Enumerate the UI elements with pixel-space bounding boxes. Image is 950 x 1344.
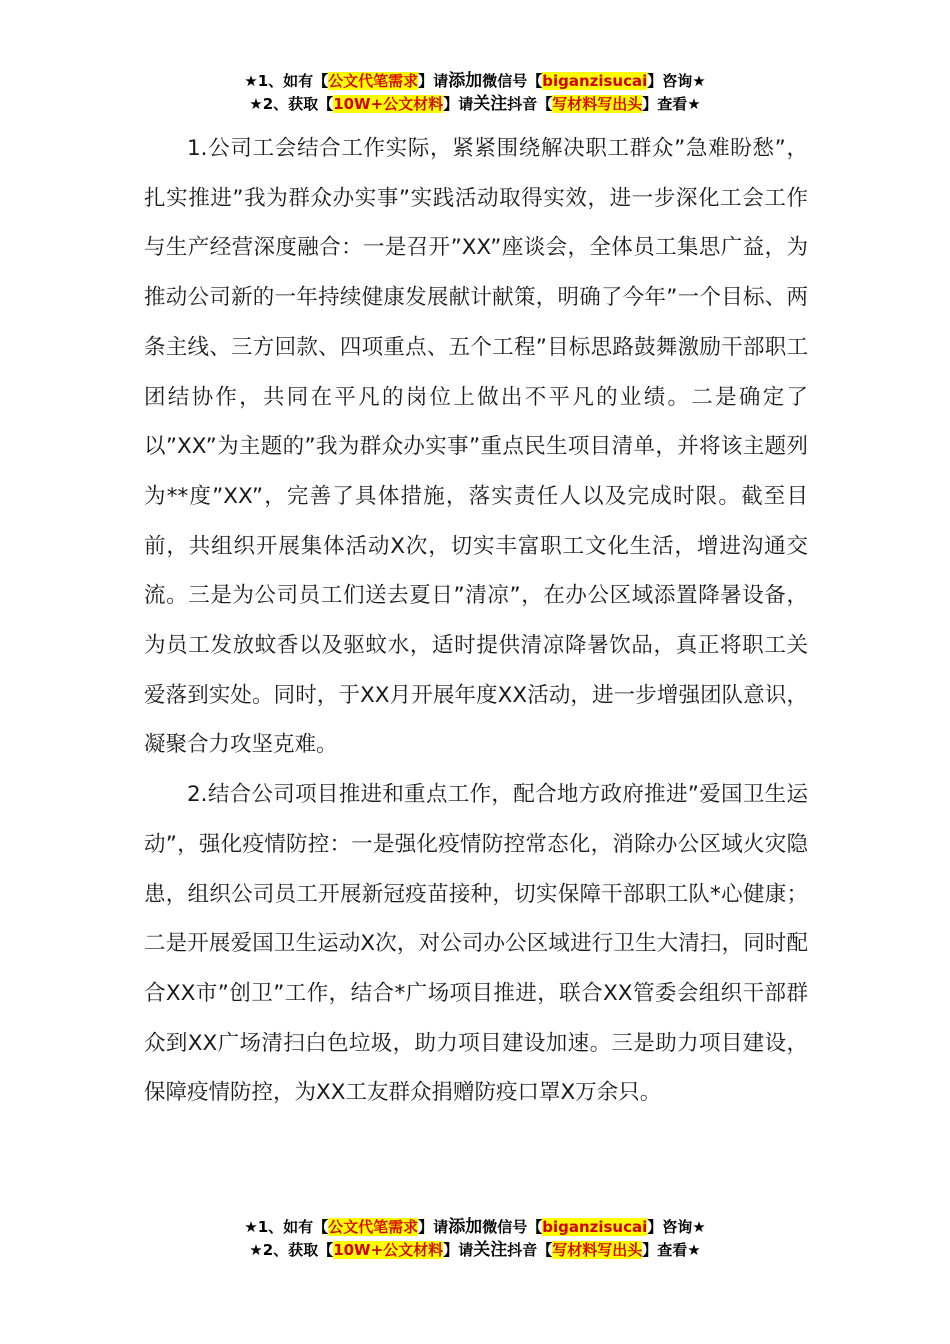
banner-line-1 <box>0 70 950 93</box>
banner-text: 】查看★ <box>642 1241 701 1259</box>
banner-douyin-name: 写材料写出头 <box>552 95 643 113</box>
banner-line-1 <box>0 1216 950 1239</box>
banner-emphasis: 添加 <box>448 71 483 91</box>
footer-banner <box>0 1216 950 1262</box>
banner-text: 】请 <box>418 72 449 90</box>
header-banner <box>0 70 950 116</box>
banner-wechat-id: biganzisucai <box>542 72 648 90</box>
paragraph-1: 1.公司工会结合工作实际，紧紧围绕解决职工群众”急难盼愁”，扎实推进”我为群众办实事”实践活动取得实效，进一步深化工会工作与生产经营深度融合：一是召开”XX”座谈会，全体员工集思广益，为推动公司新的一年持续健康发展献计献策，明确了今年”一个目标、两条主线、三方回款、四项重点、五个工程”目标思路鼓舞激励干部职工团结协作，共同在平凡的岗位上做出不平凡的业绩。二是确定了以”XX”为主题的”我为群众办实事”重点民生项目清单，并将该主题列为**度”XX”，完善了具体措施，落实责任人以及完成时限。截至目前，共组织开展集体活动X次，切实丰富职工文化生活，增进沟通交流。三是为公司员工们送去夏日”清凉”，在办公区域添置降暑设备，为员工发放蚊香以及驱蚊水，适时提供清凉降暑饮品，真正将职工关爱落到实处。同时，于XX月开展年度XX活动，进一步增强团队意识，凝聚合力攻坚克难。 <box>144 136 808 758</box>
banner-emphasis: 添加 <box>448 1217 483 1237</box>
banner-highlight: 公文代笔需求 <box>328 72 419 90</box>
banner-text: 微信号【 <box>482 72 543 90</box>
banner-text: ★1、如有【 <box>244 1218 329 1236</box>
banner-text: 】咨询★ <box>647 72 706 90</box>
banner-text: 抖音【 <box>507 95 553 113</box>
banner-emphasis: 关注 <box>473 94 508 114</box>
banner-highlight: 10W+公文材料 <box>333 95 444 113</box>
banner-text: 抖音【 <box>507 1241 553 1259</box>
banner-emphasis: 关注 <box>473 1240 508 1260</box>
banner-douyin-name: 写材料写出头 <box>552 1241 643 1259</box>
banner-text: 微信号【 <box>482 1218 543 1236</box>
banner-text: ★2、获取【 <box>249 95 334 113</box>
banner-highlight: 10W+公文材料 <box>333 1241 444 1259</box>
banner-text: 】请 <box>443 1241 474 1259</box>
document-body <box>144 124 808 1118</box>
banner-line-2 <box>0 1239 950 1262</box>
banner-text: 】请 <box>418 1218 449 1236</box>
paragraph-2: 2.结合公司项目推进和重点工作，配合地方政府推进”爱国卫生运动”，强化疫情防控：一是强化疫情防控常态化，消除办公区域火灾隐患，组织公司员工开展新冠疫苗接种，切实保障干部职工队*心健康；二是开展爱国卫生运动X次，对公司办公区域进行卫生大清扫，同时配合XX市”创卫”工作，结合*广场项目推进，联合XX管委会组织干部群众到XX广场清扫白色垃圾，助力项目建设加速。三是助力项目建设，保障疫情防控，为XX工友群众捐赠防疫口罩X万余只。 <box>144 782 808 1106</box>
banner-text: 】查看★ <box>642 95 701 113</box>
banner-wechat-id: biganzisucai <box>542 1218 648 1236</box>
banner-line-2 <box>0 93 950 116</box>
banner-text: ★2、获取【 <box>249 1241 334 1259</box>
banner-text: ★1、如有【 <box>244 72 329 90</box>
banner-text: 】请 <box>443 95 474 113</box>
banner-text: 】咨询★ <box>647 1218 706 1236</box>
banner-highlight: 公文代笔需求 <box>328 1218 419 1236</box>
